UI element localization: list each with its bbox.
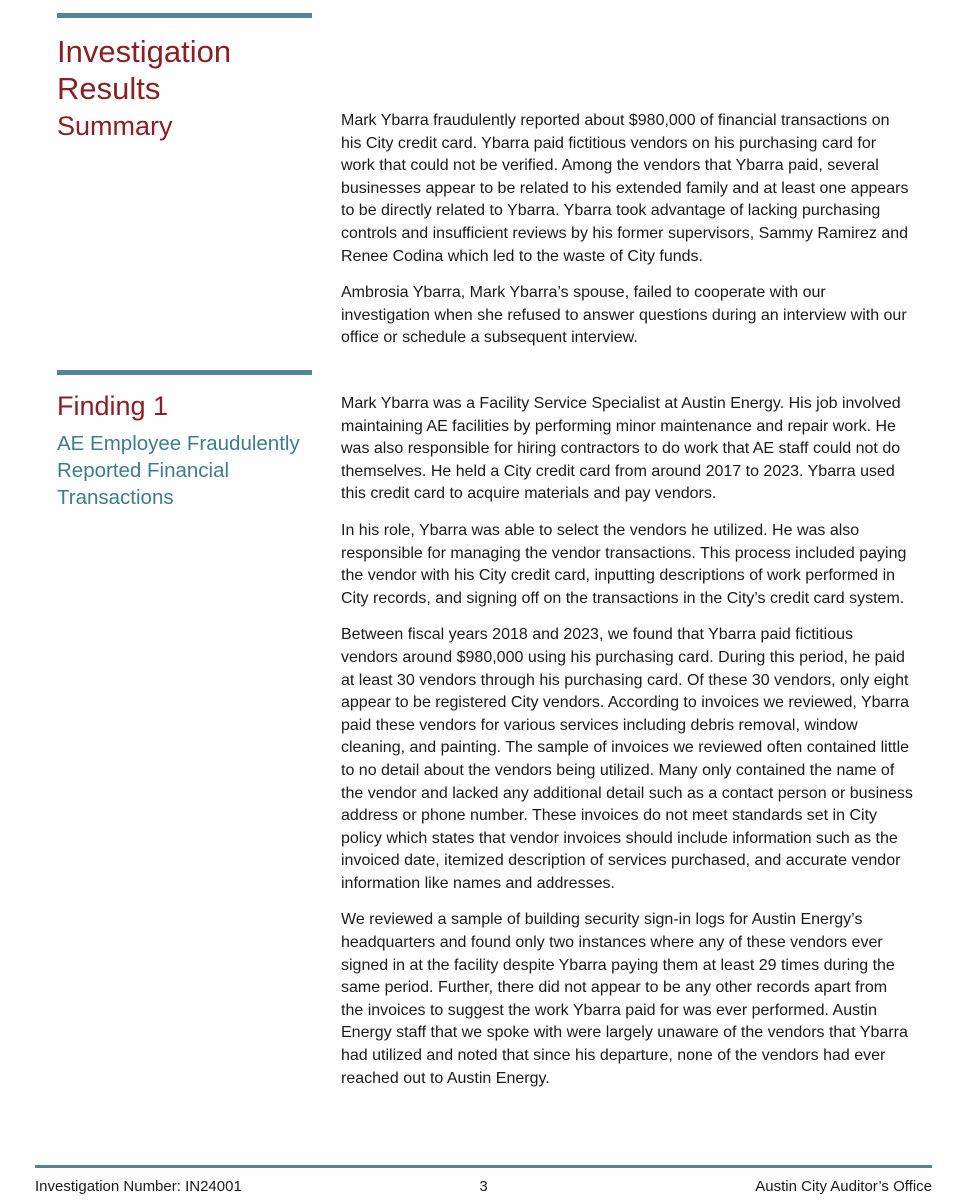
summary-subtitle: Summary: [57, 111, 173, 141]
finding-heading-block: [57, 390, 322, 511]
finding-paragraph: In his role, Ybarra was able to select the vendors he utilized. He was also responsible for managing the vendor transactions. This process included paying the vendor with his City credit card, inputting descriptions of work performed in City records, and signing off on the transactions in the City’s credit card system.: [341, 521, 907, 607]
finding-paragraph: Mark Ybarra was a Facility Service Specialist at Austin Energy. His job involved maintaining AE facilities by performing minor maintenance and repair work. He was also responsible for hiring contractors to do work that AE staff could not do themselves. He held a City credit card from around 2017 to 2023. Ybarra used this credit card to acquire materials and pay vendors.: [341, 395, 901, 503]
summary-paragraph: Mark Ybarra fraudulently reported about $980,000 of financial transactions on his City credit card. Ybarra paid fictitious vendors on his purchasing card for work that could not be verified. Among the vendors that Ybarra paid, several businesses appear to be related to his extended family and at least one appears to be directly related to Ybarra. Ybarra took advantage of lacking purchasing controls and insufficient reviews by his former supervisors, Sammy Ramirez and Renee Codina which led to the waste of City funds.: [341, 112, 909, 265]
summary-heading-block: [57, 33, 322, 143]
finding-subtitle: AE Employee Fraudulently Reported Financial Transactions: [57, 432, 300, 509]
section-divider-finding: [57, 370, 312, 375]
footer-divider: [35, 1165, 932, 1168]
page-number: 3: [479, 1178, 488, 1195]
page-title: Investigation Results: [57, 34, 232, 106]
summary-body: [341, 110, 913, 364]
section-divider-top: [57, 13, 312, 18]
investigation-number: Investigation Number: IN24001: [35, 1178, 242, 1195]
finding-paragraph: We reviewed a sample of building security sign-in logs for Austin Energy’s headquarters and found only two instances where any of these vendors ever signed in at the facility despite Ybarra paying them at least 29 times during the same period. Further, there did not appear to be any other records apart from the invoices to suggest the work Ybarra paid for was ever performed. Austin Energy staff that we spoke with were largely unaware of the vendors that Ybarra had utilized and noted that since his departure, none of the vendors had ever reached out to Austin Energy.: [341, 911, 908, 1087]
office-name: Austin City Auditor’s Office: [755, 1178, 932, 1195]
finding-title: Finding 1: [57, 391, 169, 421]
finding-body: [341, 393, 913, 1104]
summary-paragraph: Ambrosia Ybarra, Mark Ybarra’s spouse, failed to cooperate with our investigation when she refused to answer questions during an interview with our office or schedule a subsequent interview.: [341, 284, 907, 347]
finding-paragraph: Between fiscal years 2018 and 2023, we found that Ybarra paid fictitious vendors around $980,000 using his purchasing card. During this period, he paid at least 30 vendors through his purchasing card. Of these 30 vendors, only eight appear to be registered City vendors. According to invoices we reviewed, Ybarra paid these vendors for various services including debris removal, window cleaning, and painting. The sample of invoices we reviewed often contained little to no detail about the vendors being utilized. Many only contained the name of the vendor and lacked any additional detail such as a contact person or business address or phone number. These invoices do not meet standards set in City policy which states that vendor invoices should include information such as the invoiced date, itemized description of services purchased, and accurate vendor information like names and addresses.: [341, 626, 913, 892]
page-footer: [35, 1178, 932, 1198]
